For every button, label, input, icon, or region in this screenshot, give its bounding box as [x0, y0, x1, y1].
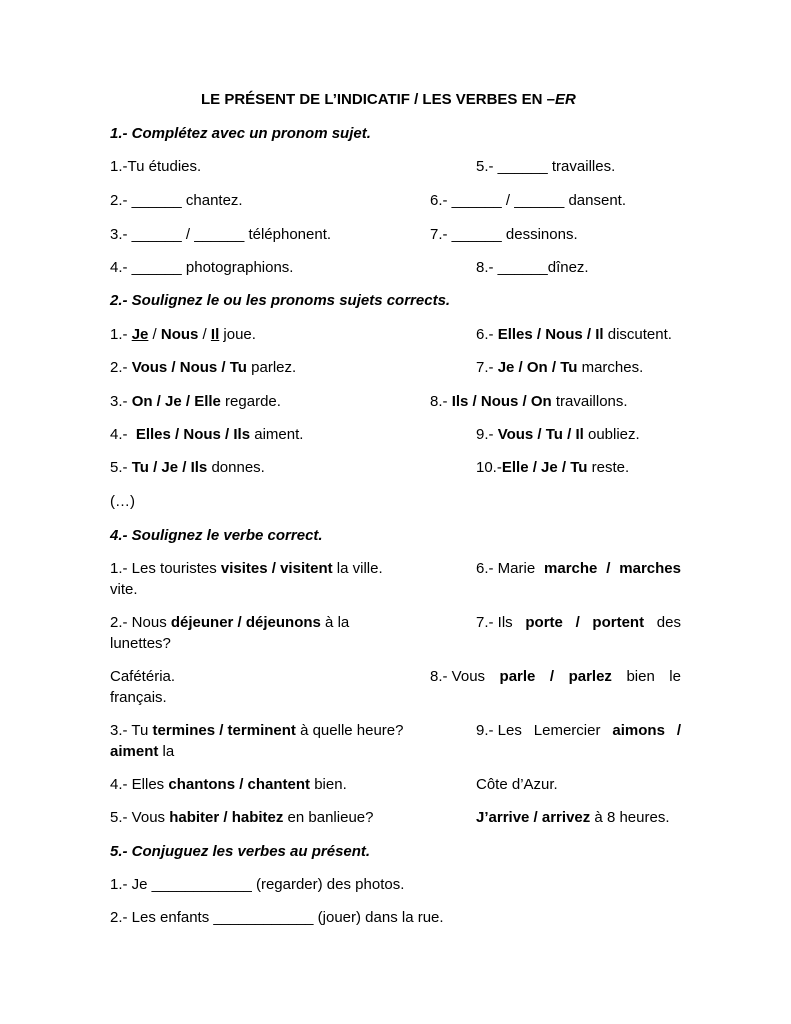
page-title [201, 91, 576, 109]
s1-item: 2.- ______ chantez. [110, 192, 243, 209]
s4-q1: 1.- Les touristes visites / visitent la ville. [110, 560, 383, 577]
s1-item: 3.- ______ / ______ téléphonent. [110, 226, 332, 243]
s2-item: 2.- Vous / Nous / Tu parlez. [110, 359, 297, 376]
s5-item: 2.- Les enfants ____________ (jouer) dans la rue. [110, 909, 444, 926]
s4-arrive: J’arrive / arrivez à 8 heures. [476, 809, 670, 826]
s1-item: 6.- ______ / ______ dansent. [430, 192, 626, 209]
s4-q3: 3.- Tu termines / terminent à quelle heure? [110, 722, 404, 739]
s4-wrap: vite. [110, 581, 138, 598]
s1-item: 5.- ______ travailles. [476, 158, 616, 175]
s2-item: 7.- Je / On / Tu marches. [476, 359, 644, 376]
title-text: LE PRÉSENT DE L’INDICATIF / LES VERBES EN – [201, 91, 555, 108]
section4-heading: 4.- Soulignez le verbe correct. [110, 527, 323, 544]
s1-item: 7.- ______ dessinons. [430, 226, 578, 243]
s2-item: 9.- Vous / Tu / Il oubliez. [476, 426, 640, 443]
s2-item: 4.- Elles / Nous / Ils aiment. [110, 426, 304, 443]
s5-item: 1.- Je ____________ (regarder) des photos. [110, 876, 405, 893]
s4-cote: Côte d’Azur. [476, 776, 558, 793]
s1-item: 4.- ______ photographions. [110, 259, 294, 276]
s2-item: 10.-Elle / Je / Tu reste. [476, 459, 630, 476]
s2-item: 8.- Ils / Nous / On travaillons. [430, 393, 628, 410]
section5-heading: 5.- Conjuguez les verbes au présent. [110, 843, 371, 860]
s4-wrap: lunettes? [110, 635, 171, 652]
s2-item: 1.- Je / Nous / Il joue. [110, 326, 256, 343]
section1-heading: 1.- Complétez avec un pronom sujet. [110, 125, 371, 142]
s4-q7: 7.- Ils porte / portent des [476, 614, 681, 631]
s4-q6: 6.- Marie marche / marches [476, 560, 681, 577]
s4-wrap: aiment la [110, 743, 175, 760]
s4-cafeteria: Cafétéria. [110, 668, 176, 685]
s4-q5: 5.- Vous habiter / habitez en banlieue? [110, 809, 374, 826]
s2-item: 5.- Tu / Je / Ils donnes. [110, 459, 265, 476]
s2-item: 3.- On / Je / Elle regarde. [110, 393, 281, 410]
s4-q2: 2.- Nous déjeuner / déjeunons à la [110, 614, 350, 631]
s2-item: 6.- Elles / Nous / Il discutent. [476, 326, 672, 343]
s4-q9: 9.- Les Lemercier aimons / [476, 722, 681, 739]
s1-item: 1.-Tu étudies. [110, 158, 202, 175]
s1-item: 8.- ______dînez. [476, 259, 589, 276]
s4-wrap: français. [110, 689, 167, 706]
title-italic: ER [554, 91, 576, 108]
ellipsis: (…) [110, 493, 135, 510]
s4-q4: 4.- Elles chantons / chantent bien. [110, 776, 347, 793]
section2-heading: 2.- Soulignez le ou les pronoms sujets corrects. [110, 292, 451, 309]
s4-q8: 8.- Vous parle / parlez bien le [430, 668, 681, 685]
